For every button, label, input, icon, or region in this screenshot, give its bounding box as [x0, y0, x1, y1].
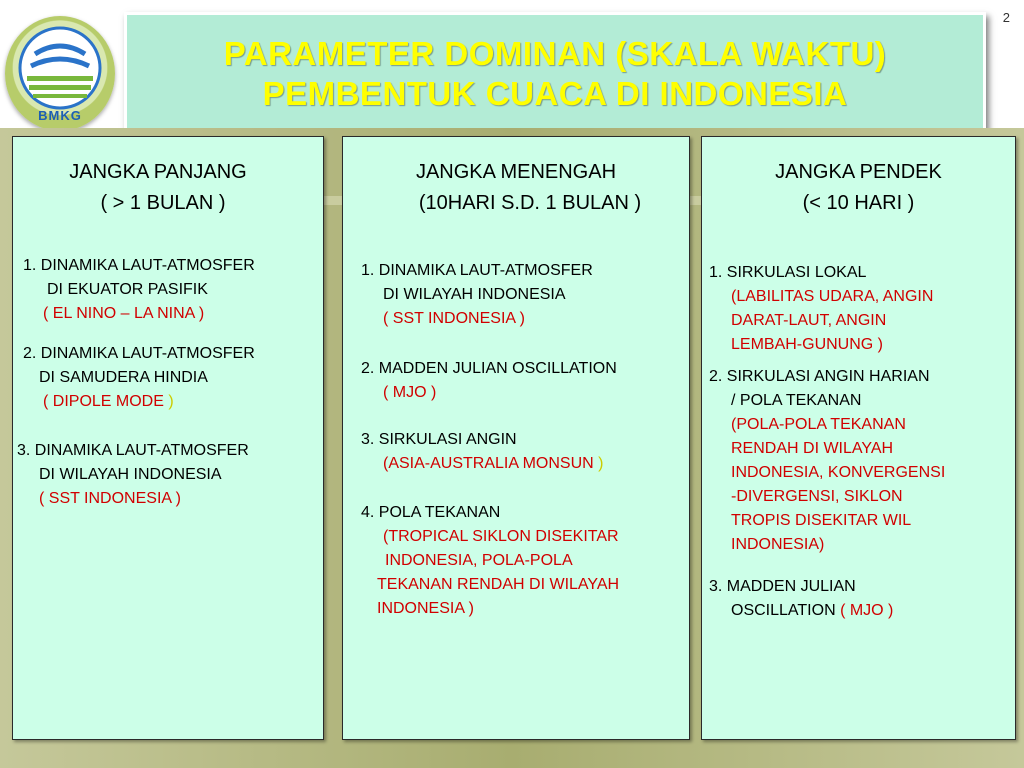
short-item-1-line-1: (LABILITAS UDARA, ANGIN — [731, 288, 934, 305]
short-item-3-title: 3. MADDEN JULIAN — [709, 578, 856, 595]
medium-item-4-line-2: INDONESIA, POLA-POLA — [385, 552, 573, 569]
medium-item-4-line-3: TEKANAN RENDAH DI WILAYAH — [377, 576, 620, 593]
medium-item-2-title: 2. MADDEN JULIAN OSCILLATION — [361, 360, 617, 377]
medium-item-4-title: 4. POLA TEKANAN — [361, 504, 501, 521]
long-item-2-note-close: ) — [168, 393, 174, 410]
medium-item-1-note: ( SST INDONESIA ) — [383, 310, 525, 327]
short-item-2-note-6: INDONESIA) — [731, 536, 825, 553]
medium-item-3-note-text: (ASIA-AUSTRALIA MONSUN — [383, 455, 599, 472]
column-short-term — [701, 136, 1016, 740]
medium-item-4-line-1: (TROPICAL SIKLON DISEKITAR — [383, 528, 619, 545]
long-item-2-title: 2. DINAMIKA LAUT-ATMOSFER — [23, 345, 255, 362]
short-item-2-note-2: RENDAH DI WILAYAH — [731, 440, 894, 457]
bmkg-logo — [5, 16, 115, 131]
long-item-2-line: DI SAMUDERA HINDIA — [39, 369, 208, 386]
medium-heading-2: (10HARI S.D. 1 BULAN ) — [418, 192, 642, 214]
long-item-1-note: ( EL NINO – LA NINA ) — [43, 305, 205, 322]
long-item-3-line: DI WILAYAH INDONESIA — [39, 466, 222, 483]
medium-item-3-note — [383, 452, 603, 476]
short-item-1-title: 1. SIRKULASI LOKAL — [709, 264, 867, 281]
short-item-2-title: 2. SIRKULASI ANGIN HARIAN — [709, 368, 930, 385]
long-heading-1: JANGKA PANJANG — [69, 161, 247, 183]
short-item-2-line: / POLA TEKANAN — [731, 392, 862, 409]
medium-item-3-title: 3. SIRKULASI ANGIN — [361, 431, 517, 448]
long-item-2-note-text: ( DIPOLE MODE — [43, 393, 169, 410]
long-item-1-line: DI EKUATOR PASIFIK — [47, 281, 208, 298]
short-item-3-line-text: OSCILLATION — [731, 602, 841, 619]
medium-item-3-note-close: ) — [598, 455, 604, 472]
short-item-3-note: ( MJO ) — [840, 602, 894, 619]
column-medium-term — [342, 136, 690, 740]
medium-item-4-line-4: INDONESIA ) — [377, 600, 474, 617]
long-item-3-note: ( SST INDONESIA ) — [39, 490, 181, 507]
medium-item-1-line: DI WILAYAH INDONESIA — [383, 286, 566, 303]
short-item-2-note-3: INDONESIA, KONVERGENSI — [731, 464, 946, 481]
long-item-3-title: 3. DINAMIKA LAUT-ATMOSFER — [17, 442, 249, 459]
short-item-1-line-2: DARAT-LAUT, ANGIN — [731, 312, 887, 329]
logo-text: BMKG — [38, 108, 82, 123]
short-heading-2: (< 10 HARI ) — [802, 192, 915, 214]
short-item-2-note-5: TROPIS DISEKITAR WIL — [731, 512, 912, 529]
medium-item-2-note: ( MJO ) — [383, 384, 437, 401]
connector-bar-left — [322, 196, 342, 205]
short-heading-1: JANGKA PENDEK — [775, 161, 942, 183]
long-item-1-title: 1. DINAMIKA LAUT-ATMOSFER — [23, 257, 255, 274]
title-line-1: PARAMETER DOMINAN (SKALA WAKTU) — [223, 35, 887, 72]
medium-heading-1: JANGKA MENENGAH — [415, 161, 617, 183]
short-item-2-note-4: -DIVERGENSI, SIKLON — [731, 488, 903, 505]
short-item-1-line-3: LEMBAH-GUNUNG ) — [731, 336, 884, 353]
short-item-3-line — [731, 599, 893, 623]
medium-item-1-title: 1. DINAMIKA LAUT-ATMOSFER — [361, 262, 593, 279]
short-item-2-note-1: (POLA-POLA TEKANAN — [731, 416, 906, 433]
page-number: 2 — [1002, 10, 1010, 25]
long-heading-2: ( > 1 BULAN ) — [100, 192, 226, 214]
column-long-term — [12, 136, 324, 740]
title-banner — [124, 12, 986, 136]
long-item-2-note — [43, 390, 174, 414]
title-line-2: PEMBENTUK CUACA DI INDONESIA — [262, 75, 848, 112]
